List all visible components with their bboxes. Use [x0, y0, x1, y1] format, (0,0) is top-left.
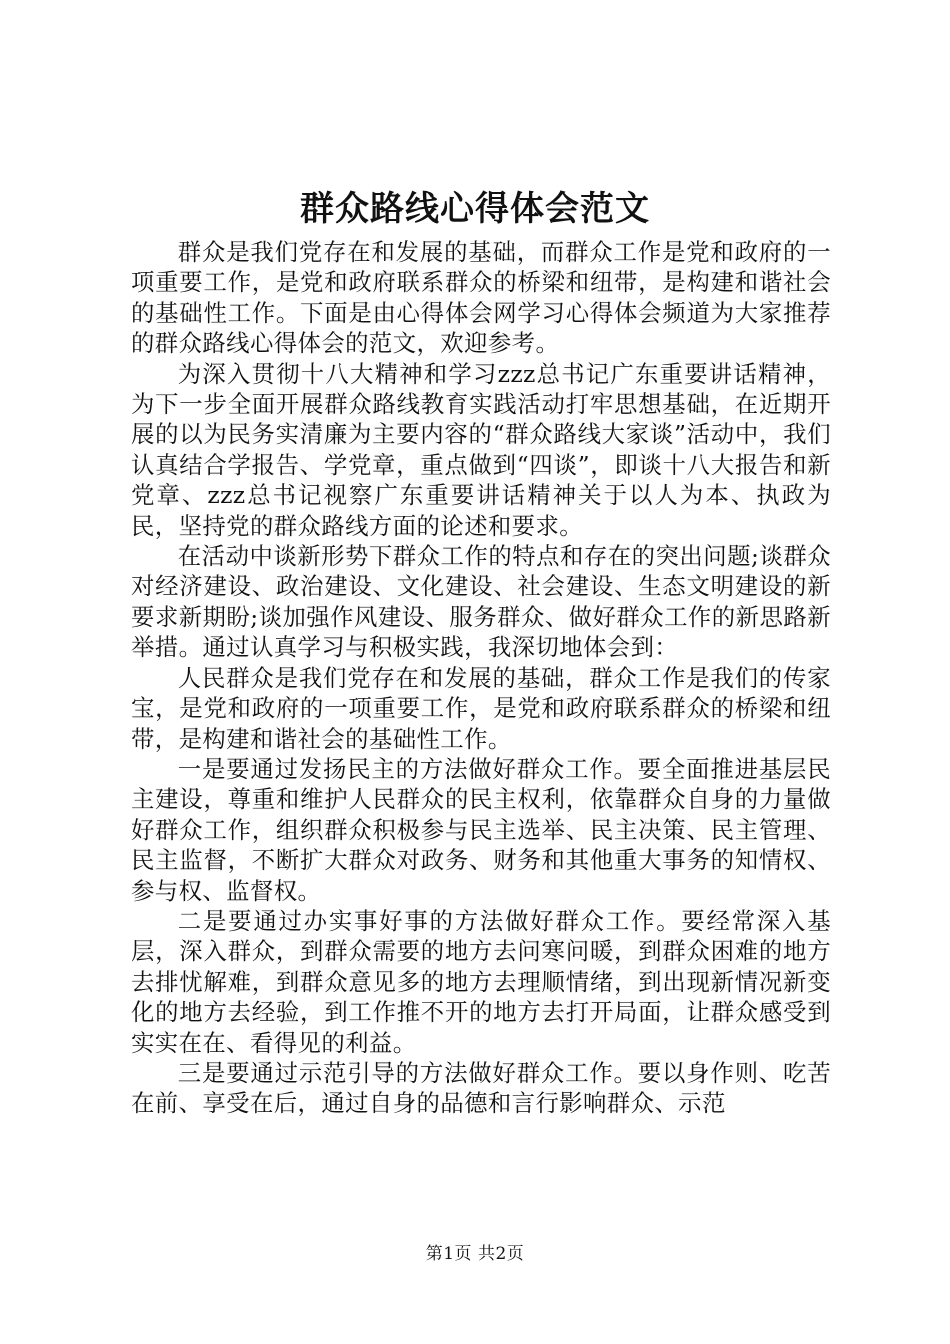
paragraph-activity: 在活动中谈新形势下群众工作的特点和存在的突出问题;谈群众对经济建设、政治建设、文化建设、社会建设、生态文明建设的新要求新期盼;谈加强作风建设、服务群众、做好群众工作的新思路新举措。通过认真学习与积极实践，我深切地体会到：	[131, 542, 831, 662]
document-body	[131, 237, 831, 1119]
paragraph-background: 为深入贯彻十八大精神和学习zzz总书记广东重要讲话精神，为下一步全面开展群众路线教育实践活动打牢思想基础，在近期开展的以为民务实清廉为主要内容的“群众路线大家谈”活动中，我们认真结合学报告、学党章，重点做到“四谈”，即谈十八大报告和新党章、zzz总书记视察广东重要讲话精神关于以人为本、执政为民，坚持党的群众路线方面的论述和要求。	[131, 359, 831, 540]
paragraph-foundation: 人民群众是我们党存在和发展的基础，群众工作是我们的传家宝，是党和政府的一项重要工作，是党和政府联系群众的桥梁和纽带，是构建和谐社会的基础性工作。	[131, 663, 831, 753]
paragraph-point-two: 二是要通过办实事好事的方法做好群众工作。要经常深入基层，深入群众，到群众需要的地方去问寒问暖，到群众困难的地方去排忧解难，到群众意见多的地方去理顺情绪，到出现新情况新变化的地方去经验，到工作推不开的地方去打开局面，让群众感受到实实在在、看得见的利益。	[131, 906, 831, 1057]
page-number: 第1页 共2页	[425, 1244, 525, 1264]
paragraph-intro: 群众是我们党存在和发展的基础，而群众工作是党和政府的一项重要工作，是党和政府联系群众的桥梁和纽带，是构建和谐社会的基础性工作。下面是由心得体会网学习心得体会频道为大家推荐的群众路线心得体会的范文，欢迎参考。	[131, 238, 831, 358]
paragraph-point-three: 三是要通过示范引导的方法做好群众工作。要以身作则、吃苦在前、享受在后，通过自身的品德和言行影响群众、示范	[131, 1058, 831, 1118]
document-title: 群众路线心得体会范文	[300, 189, 650, 229]
paragraph-point-one: 一是要通过发扬民主的方法做好群众工作。要全面推进基层民主建设，尊重和维护人民群众的民主权利，依靠群众自身的力量做好群众工作，组织群众积极参与民主选举、民主决策、民主管理、民主监督，不断扩大群众对政务、财务和其他重大事务的知情权、参与权、监督权。	[131, 754, 831, 905]
